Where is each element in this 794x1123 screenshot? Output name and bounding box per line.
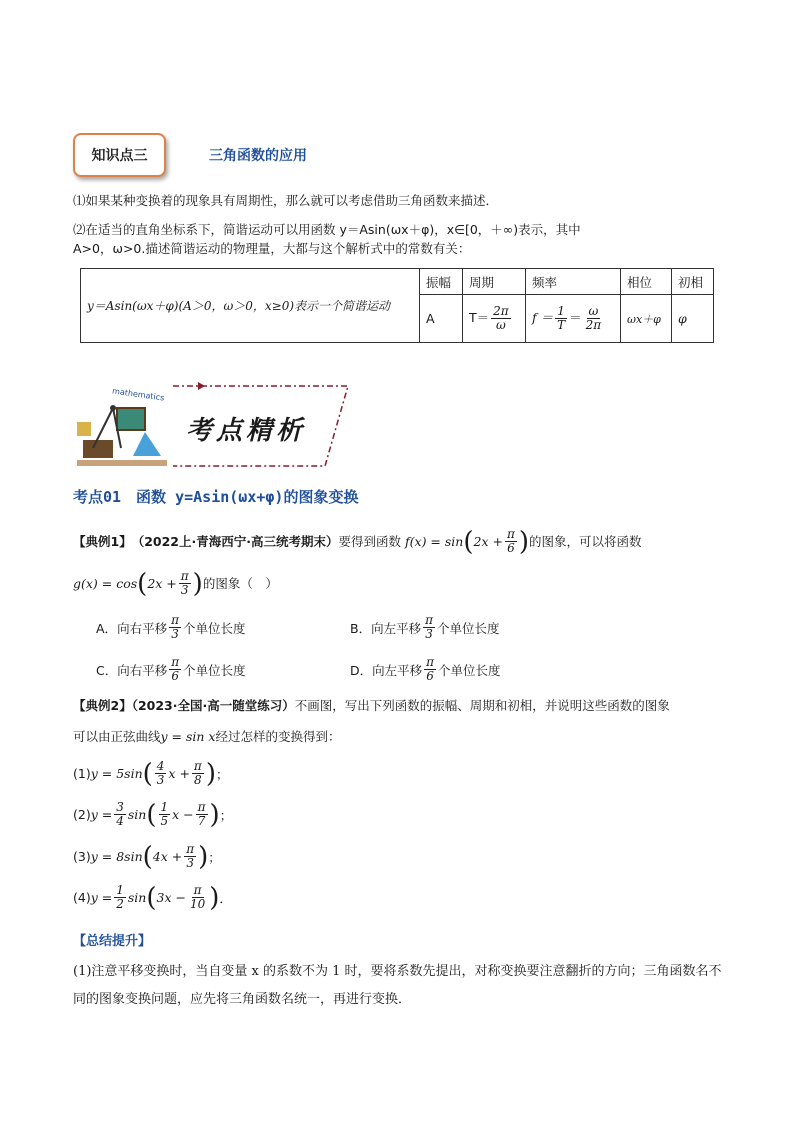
paragraph-2a: ⑵在适当的直角坐标系下，简谐运动可以用函数 y＝Asin(ωx＋φ)，x∈[0，＋∞)表示，其中	[73, 222, 581, 237]
cell-frequency: f ＝ $\frac{1}{T}$ ＝ $\frac{\omega}{2\pi}$	[526, 295, 621, 343]
cell-period: T＝ $\frac{2\pi}{\omega}$	[463, 295, 526, 343]
example-1-line1: 【典例1】 （2022上·青海西宁·高三统考期末） 要得到函数 f(x) = sin ( 2x + $\frac{\pi}{6}$ ) 的图象，可以将函数	[73, 526, 642, 557]
example-1-line2: g(x) = cos ( 2x + $\frac{\pi}{3}$ ) 的图象（ ）	[73, 568, 278, 599]
option-c[interactable]: C． 向右平移 $\frac{\pi}{6}$ 个单位长度	[96, 655, 246, 683]
cell-phase: ωx＋φ	[621, 295, 672, 343]
paragraph-2b: A>0，ω>0.描述简谐运动的物理量，大都与这个解析式中的常数有关：	[73, 241, 471, 256]
header-frequency: 频率	[526, 269, 621, 295]
item-4: (4) y = $\frac{1}{2}$ sin ( 3x − $\frac{\pi}{10}$ ) ．	[73, 882, 232, 913]
option-a[interactable]: A． 向右平移 $\frac{\pi}{3}$ 个单位长度	[96, 613, 246, 641]
header-initial-phase: 初相	[672, 269, 714, 295]
option-d[interactable]: D． 向左平移 $\frac{\pi}{6}$ 个单位长度	[350, 655, 501, 683]
harmonic-motion-table	[80, 268, 714, 343]
example-2-line2: 可以由正弦曲线y = sin x经过怎样的变换得到：	[73, 729, 341, 744]
header-phase: 相位	[621, 269, 672, 295]
header-period: 周期	[463, 269, 526, 295]
example-2-line1: 【典例2】（2023·全国·高一随堂练习）不画图，写出下列函数的振幅、周期和初相，并说明这些函数的图象	[73, 698, 670, 713]
summary-text: (1)注意平移变换时，当自变量 x 的系数不为 1 时，要将系数先提出，对称变换要注意翻折的方向；三角函数名不同的图象变换问题，应先将三角函数名统一，再进行变换．	[73, 964, 722, 1007]
cell-initial-phase: φ	[672, 295, 714, 343]
kaodian-title: 考点01 函数 y=Asin(ωx+φ)的图象变换	[73, 488, 359, 506]
paragraph-1: ⑴如果某种变换着的现象具有周期性，那么就可以考虑借助三角函数来描述．	[73, 193, 499, 208]
section-badge: 知识点三	[73, 133, 166, 177]
item-1: (1) y = 5sin ( $\frac{4}{3}$ x + $\frac{\pi}{8}$ ) ；	[73, 758, 229, 789]
section-title: 三角函数的应用	[209, 148, 307, 164]
banner-logo-text: mathematics	[111, 386, 165, 403]
cell-amplitude: A	[420, 295, 463, 343]
table-row-label: y＝Asin(ωx＋φ)(A＞0，ω＞0，x≥0)表示一个简谐运动	[81, 269, 420, 343]
item-3: (3) y = 8sin ( 4x + $\frac{\pi}{3}$ ) ；	[73, 841, 221, 872]
header-amplitude: 振幅	[420, 269, 463, 295]
summary-heading: 【总结提升】	[73, 934, 152, 949]
item-2: (2) y = $\frac{3}{4}$ sin ( $\frac{1}{5}$ x − $\frac{\pi}{7}$ ) ；	[73, 799, 233, 830]
banner-title: 考点精析	[186, 416, 307, 446]
option-b[interactable]: B． 向左平移 $\frac{\pi}{3}$ 个单位长度	[350, 613, 500, 641]
